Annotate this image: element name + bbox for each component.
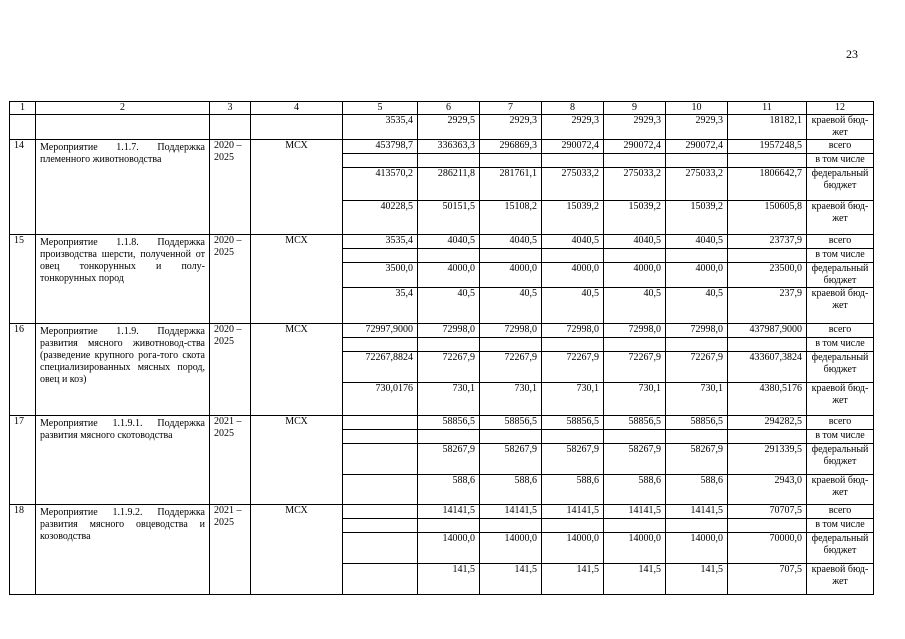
value-cell: 70707,5 — [728, 505, 807, 519]
page-number: 23 — [846, 47, 858, 61]
value-cell: 14141,5 — [480, 505, 542, 519]
value-cell: 15039,2 — [604, 201, 666, 235]
value-cell: 275033,2 — [542, 168, 604, 201]
executor-cell: МСХ — [251, 505, 343, 595]
value-cell: 3535,4 — [343, 235, 418, 249]
measure-name: Мероприятие 1.1.9.2. Поддержка развития мясного овцеводства и козоводства — [36, 505, 210, 595]
value-cell: 291339,5 — [728, 444, 807, 475]
row-number: 14 — [10, 140, 36, 235]
value-cell — [343, 505, 418, 519]
value-cell: 141,5 — [480, 564, 542, 595]
value-cell: 730,1 — [542, 383, 604, 416]
source-cell: федеральный бюджет — [807, 263, 874, 288]
value-cell: 4380,5176 — [728, 383, 807, 416]
value-cell: 40,5 — [480, 288, 542, 324]
source-cell: всего — [807, 235, 874, 249]
value-cell: 588,6 — [542, 475, 604, 505]
source-cell: в том числе — [807, 430, 874, 444]
table-row — [10, 505, 874, 519]
measure-name: Мероприятие 1.1.9. Поддержка развития мясного животновод-ства (разведение крупного рога-того скота специализированных мясных пород, овец и коз) — [36, 324, 210, 416]
value-cell: 290072,4 — [604, 140, 666, 154]
row-number: 16 — [10, 324, 36, 416]
value-cell: 58856,5 — [480, 416, 542, 430]
value-cell: 72267,9 — [418, 352, 480, 383]
value-cell: 40228,5 — [343, 201, 418, 235]
header-cell: 3 — [210, 102, 251, 115]
source-cell: федеральный бюджет — [807, 444, 874, 475]
value-cell: 72998,0 — [542, 324, 604, 338]
value-cell: 40,5 — [604, 288, 666, 324]
value-cell: 4000,0 — [542, 263, 604, 288]
value-cell: 4000,0 — [604, 263, 666, 288]
value-cell: 588,6 — [418, 475, 480, 505]
value-cell: 4000,0 — [666, 263, 728, 288]
header-cell: 10 — [666, 102, 728, 115]
value-cell: 437987,9000 — [728, 324, 807, 338]
value-cell: 413570,2 — [343, 168, 418, 201]
header-cell: 4 — [251, 102, 343, 115]
value-cell: 290072,4 — [666, 140, 728, 154]
value-cell: 14000,0 — [480, 533, 542, 564]
value-cell: 72267,9 — [604, 352, 666, 383]
value-cell: 141,5 — [666, 564, 728, 595]
value-cell: 14141,5 — [666, 505, 728, 519]
value-cell: 2929,3 — [480, 115, 542, 140]
value-cell: 2943,0 — [728, 475, 807, 505]
value-cell: 4040,5 — [418, 235, 480, 249]
source-cell: краевой бюд-жет — [807, 115, 874, 140]
value-cell: 275033,2 — [604, 168, 666, 201]
value-cell: 72267,9 — [480, 352, 542, 383]
value-cell: 58856,5 — [542, 416, 604, 430]
value-cell: 40,5 — [542, 288, 604, 324]
value-cell: 4000,0 — [418, 263, 480, 288]
value-cell: 72998,0 — [480, 324, 542, 338]
value-cell: 72998,0 — [604, 324, 666, 338]
executor-cell: МСХ — [251, 140, 343, 235]
row-number: 17 — [10, 416, 36, 505]
value-cell: 4040,5 — [604, 235, 666, 249]
years-cell: 2021 – 2025 — [210, 505, 251, 595]
value-cell: 2929,3 — [542, 115, 604, 140]
value-cell — [343, 533, 418, 564]
value-cell: 58856,5 — [604, 416, 666, 430]
years-cell: 2021 – 2025 — [210, 416, 251, 505]
value-cell: 286211,8 — [418, 168, 480, 201]
value-cell: 3500,0 — [343, 263, 418, 288]
source-cell: в том числе — [807, 154, 874, 168]
value-cell: 730,1 — [604, 383, 666, 416]
value-cell: 14141,5 — [604, 505, 666, 519]
header-cell: 1 — [10, 102, 36, 115]
value-cell: 336363,3 — [418, 140, 480, 154]
source-cell: федеральный бюджет — [807, 533, 874, 564]
value-cell: 4040,5 — [666, 235, 728, 249]
value-cell: 296869,3 — [480, 140, 542, 154]
source-cell: краевой бюд-жет — [807, 564, 874, 595]
value-cell: 2929,5 — [418, 115, 480, 140]
years-cell: 2020 – 2025 — [210, 324, 251, 416]
source-cell: краевой бюд-жет — [807, 475, 874, 505]
source-cell: краевой бюд-жет — [807, 201, 874, 235]
header-cell: 12 — [807, 102, 874, 115]
source-cell: краевой бюд-жет — [807, 383, 874, 416]
row-number: 18 — [10, 505, 36, 595]
value-cell: 2929,3 — [604, 115, 666, 140]
value-cell: 58267,9 — [542, 444, 604, 475]
value-cell: 14000,0 — [604, 533, 666, 564]
value-cell: 433607,3824 — [728, 352, 807, 383]
row-number: 15 — [10, 235, 36, 324]
value-cell: 730,1 — [480, 383, 542, 416]
source-cell: в том числе — [807, 519, 874, 533]
header-cell: 9 — [604, 102, 666, 115]
measure-name: Мероприятие 1.1.8. Поддержка производства шерсти, полученной от овец тонкорунных и полу-тонкорунных пород — [36, 235, 210, 324]
years-cell: 2020 – 2025 — [210, 140, 251, 235]
executor-cell: МСХ — [251, 324, 343, 416]
value-cell: 50151,5 — [418, 201, 480, 235]
source-cell: краевой бюд-жет — [807, 288, 874, 324]
value-cell: 1806642,7 — [728, 168, 807, 201]
header-cell: 8 — [542, 102, 604, 115]
value-cell: 23500,0 — [728, 263, 807, 288]
value-cell: 14000,0 — [542, 533, 604, 564]
value-cell: 14000,0 — [666, 533, 728, 564]
source-cell: всего — [807, 505, 874, 519]
value-cell: 290072,4 — [542, 140, 604, 154]
header-cell: 11 — [728, 102, 807, 115]
value-cell: 70000,0 — [728, 533, 807, 564]
executor-cell: МСХ — [251, 235, 343, 324]
value-cell — [343, 475, 418, 505]
value-cell: 14141,5 — [542, 505, 604, 519]
value-cell: 58267,9 — [604, 444, 666, 475]
value-cell: 58856,5 — [666, 416, 728, 430]
value-cell: 72267,9 — [542, 352, 604, 383]
executor-cell: МСХ — [251, 416, 343, 505]
value-cell: 4040,5 — [480, 235, 542, 249]
value-cell: 730,1 — [418, 383, 480, 416]
table-row — [10, 140, 874, 154]
header-cell: 2 — [36, 102, 210, 115]
value-cell: 4040,5 — [542, 235, 604, 249]
measure-name: Мероприятие 1.1.7. Поддержка племенного животноводства — [36, 140, 210, 235]
measure-name: Мероприятие 1.1.9.1. Поддержка развития мясного скотоводства — [36, 416, 210, 505]
years-cell: 2020 – 2025 — [210, 235, 251, 324]
value-cell: 730,1 — [666, 383, 728, 416]
value-cell: 35,4 — [343, 288, 418, 324]
value-cell: 14000,0 — [418, 533, 480, 564]
value-cell — [343, 444, 418, 475]
value-cell: 707,5 — [728, 564, 807, 595]
value-cell: 40,5 — [418, 288, 480, 324]
value-cell: 15039,2 — [542, 201, 604, 235]
source-cell: в том числе — [807, 249, 874, 263]
value-cell: 72267,8824 — [343, 352, 418, 383]
value-cell: 72998,0 — [666, 324, 728, 338]
value-cell: 23737,9 — [728, 235, 807, 249]
value-cell: 4000,0 — [480, 263, 542, 288]
value-cell: 14141,5 — [418, 505, 480, 519]
value-cell: 72267,9 — [666, 352, 728, 383]
value-cell: 58267,9 — [418, 444, 480, 475]
source-cell: в том числе — [807, 338, 874, 352]
value-cell: 58267,9 — [480, 444, 542, 475]
value-cell: 2929,3 — [666, 115, 728, 140]
value-cell: 294282,5 — [728, 416, 807, 430]
value-cell: 40,5 — [666, 288, 728, 324]
table-row — [10, 235, 874, 249]
header-cell: 6 — [418, 102, 480, 115]
value-cell: 15108,2 — [480, 201, 542, 235]
value-cell: 1957248,5 — [728, 140, 807, 154]
header-cell: 5 — [343, 102, 418, 115]
value-cell: 58856,5 — [418, 416, 480, 430]
source-cell: всего — [807, 416, 874, 430]
continuation-row — [10, 115, 874, 140]
value-cell: 150605,8 — [728, 201, 807, 235]
value-cell: 730,0176 — [343, 383, 418, 416]
value-cell: 141,5 — [418, 564, 480, 595]
program-table — [9, 101, 874, 595]
value-cell: 72997,9000 — [343, 324, 418, 338]
value-cell: 141,5 — [604, 564, 666, 595]
source-cell: федеральный бюджет — [807, 168, 874, 201]
value-cell: 15039,2 — [666, 201, 728, 235]
source-cell: федеральный бюджет — [807, 352, 874, 383]
value-cell: 237,9 — [728, 288, 807, 324]
header-cell: 7 — [480, 102, 542, 115]
value-cell: 281761,1 — [480, 168, 542, 201]
source-cell: всего — [807, 140, 874, 154]
value-cell: 72998,0 — [418, 324, 480, 338]
header-row — [10, 102, 874, 115]
value-cell — [343, 564, 418, 595]
value-cell: 141,5 — [542, 564, 604, 595]
source-cell: всего — [807, 324, 874, 338]
value-cell: 275033,2 — [666, 168, 728, 201]
value-cell: 453798,7 — [343, 140, 418, 154]
value-cell: 18182,1 — [728, 115, 807, 140]
value-cell: 588,6 — [604, 475, 666, 505]
value-cell: 3535,4 — [343, 115, 418, 140]
table-row — [10, 324, 874, 338]
value-cell — [343, 416, 418, 430]
value-cell: 588,6 — [480, 475, 542, 505]
table-row — [10, 416, 874, 430]
value-cell: 588,6 — [666, 475, 728, 505]
value-cell: 58267,9 — [666, 444, 728, 475]
